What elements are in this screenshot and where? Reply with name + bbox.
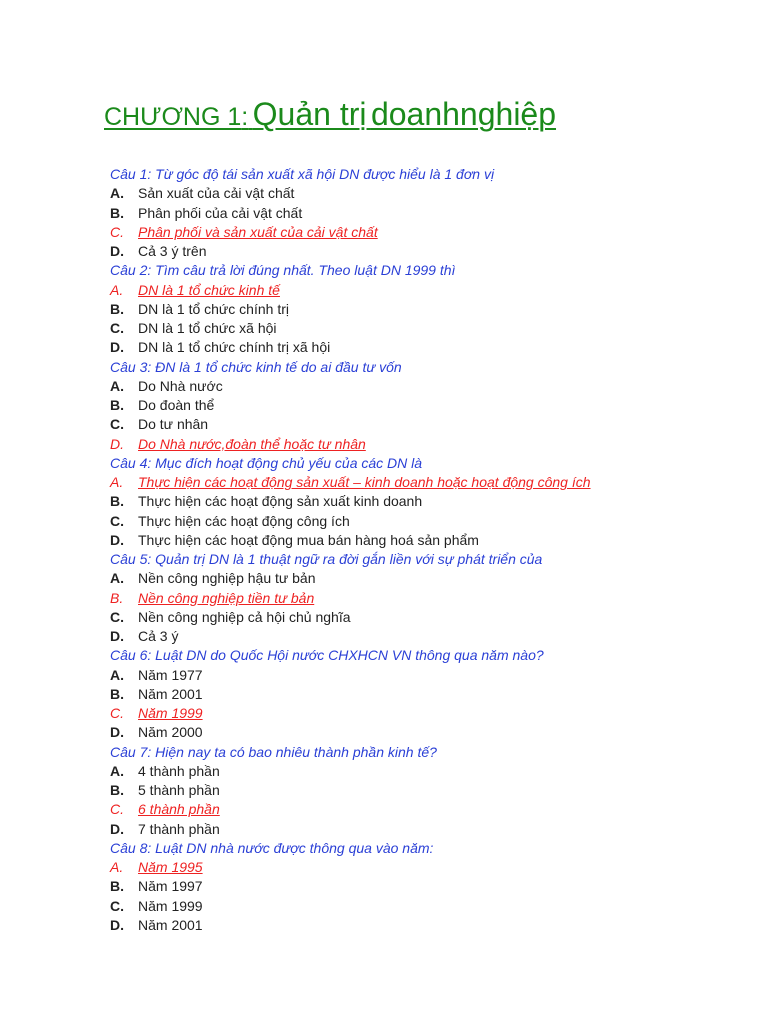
option-letter: C. xyxy=(110,223,124,240)
chapter-colon: : xyxy=(241,103,249,131)
answer-option xyxy=(110,396,750,415)
question-list xyxy=(110,165,750,935)
option-text: 6 thành phần xyxy=(138,801,220,818)
option-letter: A. xyxy=(110,474,124,490)
option-text: Thực hiện các hoạt động công ích xyxy=(138,512,350,529)
answer-option xyxy=(110,204,750,223)
option-text: Sản xuất của cải vật chất xyxy=(138,185,295,202)
option-text: Phân phối của cải vật chất xyxy=(138,204,303,221)
answer-option xyxy=(110,338,750,357)
answer-option-correct xyxy=(110,800,750,819)
question-text: Câu 3: ĐN là 1 tổ chức kinh tế do ai đầu tư vốn xyxy=(110,358,402,375)
answer-option xyxy=(110,781,750,800)
answer-option xyxy=(110,300,750,319)
answer-option xyxy=(110,916,750,935)
answer-option-correct xyxy=(110,704,750,723)
option-text: Năm 1997 xyxy=(138,878,203,895)
option-letter: A. xyxy=(110,185,124,202)
question-text: Câu 1: Từ góc độ tái sản xuất xã hội DN được hiểu là 1 đơn vị xyxy=(110,166,495,182)
answer-option-correct xyxy=(110,223,750,242)
option-text: Nền công nghiệp cả hội chủ nghĩa xyxy=(138,608,351,625)
option-letter: D. xyxy=(110,531,124,548)
option-letter: B. xyxy=(110,397,124,413)
answer-option xyxy=(110,319,750,338)
question-text: Câu 2: Tìm câu trả lời đúng nhất. Theo luật DN 1999 thì xyxy=(110,262,456,279)
option-text: Do đoàn thể xyxy=(138,397,215,413)
answer-option xyxy=(110,512,750,531)
answer-option-correct xyxy=(110,858,750,877)
answer-option xyxy=(110,723,750,742)
option-letter: C. xyxy=(110,320,124,336)
option-text: Nền công nghiệp tiền tư bản xyxy=(138,589,315,606)
option-text: Nền công nghiệp hậu tư bản xyxy=(138,570,316,587)
chapter-title-part1: Quản trị xyxy=(252,96,367,132)
option-text: Năm 2001 xyxy=(138,916,203,933)
option-text: Thực hiện các hoạt động mua bán hàng hoá sản phẩm xyxy=(138,531,479,548)
answer-option xyxy=(110,415,750,434)
option-text: Năm 2000 xyxy=(138,724,203,741)
option-letter: D. xyxy=(110,243,124,259)
chapter-title xyxy=(104,96,556,133)
question-text: Câu 4: Mục đích hoạt động chủ yếu của các DN là xyxy=(110,454,423,471)
question-text: Câu 6: Luật DN do Quốc Hội nước CHXHCN VN thông qua năm nào? xyxy=(110,647,544,664)
option-text: DN là 1 tổ chức chính trị xyxy=(138,300,289,317)
option-text: Năm 2001 xyxy=(138,685,203,702)
question-text: Câu 5: Quản trị DN là 1 thuật ngữ ra đời gắn liền với sự phát triển của xyxy=(110,551,543,567)
answer-option xyxy=(110,627,750,646)
option-letter: C. xyxy=(110,512,124,529)
answer-option xyxy=(110,569,750,588)
answer-option xyxy=(110,377,750,396)
question-text: Câu 7: Hiện nay ta có bao nhiêu thành phần kinh tế? xyxy=(110,743,437,760)
option-letter: B. xyxy=(110,493,124,510)
option-text: 4 thành phần xyxy=(138,762,220,779)
option-text: 7 thành phần xyxy=(138,820,220,837)
option-text: Thực hiện các hoạt động sản xuất – kinh doanh hoặc hoạt động công ích xyxy=(138,474,591,490)
option-letter: B. xyxy=(110,782,124,798)
option-letter: D. xyxy=(110,628,124,644)
option-text: Do Nhà nước xyxy=(138,377,223,394)
option-text: Cả 3 ý xyxy=(138,628,179,644)
answer-option xyxy=(110,492,750,511)
chapter-title-part2: doanhnghiệp xyxy=(370,96,557,132)
option-letter: D. xyxy=(110,916,124,933)
answer-option xyxy=(110,897,750,916)
option-text: Thực hiện các hoạt động sản xuất kinh doanh xyxy=(138,493,423,510)
option-text: Năm 1999 xyxy=(138,705,203,721)
option-text: Do Nhà nước,đoàn thể hoặc tư nhân xyxy=(138,435,366,452)
option-text: DN là 1 tổ chức kinh tế xyxy=(138,281,280,298)
option-letter: C. xyxy=(110,608,124,625)
option-text: Phân phối và sản xuất của cải vật chất xyxy=(138,223,378,240)
option-letter: A. xyxy=(110,762,124,779)
question-text: Câu 8: Luật DN nhà nước được thông qua vào năm: xyxy=(110,839,434,856)
option-letter: A. xyxy=(110,666,124,683)
answer-option-correct xyxy=(110,473,750,492)
chapter-label: CHƯƠNG 1 xyxy=(104,103,242,131)
answer-option-correct xyxy=(110,589,750,608)
option-letter: D. xyxy=(110,724,124,741)
option-letter: C. xyxy=(110,416,124,433)
option-letter: C. xyxy=(110,705,124,721)
option-letter: C. xyxy=(110,801,124,818)
option-letter: A. xyxy=(110,281,124,298)
option-letter: D. xyxy=(110,339,124,356)
answer-option-correct xyxy=(110,435,750,454)
option-letter: B. xyxy=(110,204,124,221)
option-letter: B. xyxy=(110,300,124,317)
option-letter: D. xyxy=(110,820,124,837)
option-letter: A. xyxy=(110,570,124,587)
answer-option xyxy=(110,608,750,627)
option-text: Năm 1977 xyxy=(138,666,203,683)
option-letter: D. xyxy=(110,435,124,452)
option-letter: A. xyxy=(110,859,124,875)
option-letter: C. xyxy=(110,897,124,914)
answer-option xyxy=(110,877,750,896)
option-letter: B. xyxy=(110,878,124,895)
option-text: DN là 1 tổ chức chính trị xã hội xyxy=(138,339,331,356)
option-text: 5 thành phần xyxy=(138,782,220,798)
answer-option xyxy=(110,820,750,839)
answer-option-correct xyxy=(110,281,750,300)
option-text: Năm 1995 xyxy=(138,859,203,875)
option-text: DN là 1 tổ chức xã hội xyxy=(138,320,277,336)
option-letter: A. xyxy=(110,377,124,394)
option-letter: B. xyxy=(110,589,124,606)
option-text: Cả 3 ý trên xyxy=(138,243,207,259)
answer-option xyxy=(110,242,750,261)
answer-option xyxy=(110,685,750,704)
option-letter: B. xyxy=(110,685,124,702)
answer-option xyxy=(110,666,750,685)
option-text: Năm 1999 xyxy=(138,897,203,914)
answer-option xyxy=(110,762,750,781)
option-text: Do tư nhân xyxy=(138,416,209,433)
answer-option xyxy=(110,184,750,203)
answer-option xyxy=(110,531,750,550)
